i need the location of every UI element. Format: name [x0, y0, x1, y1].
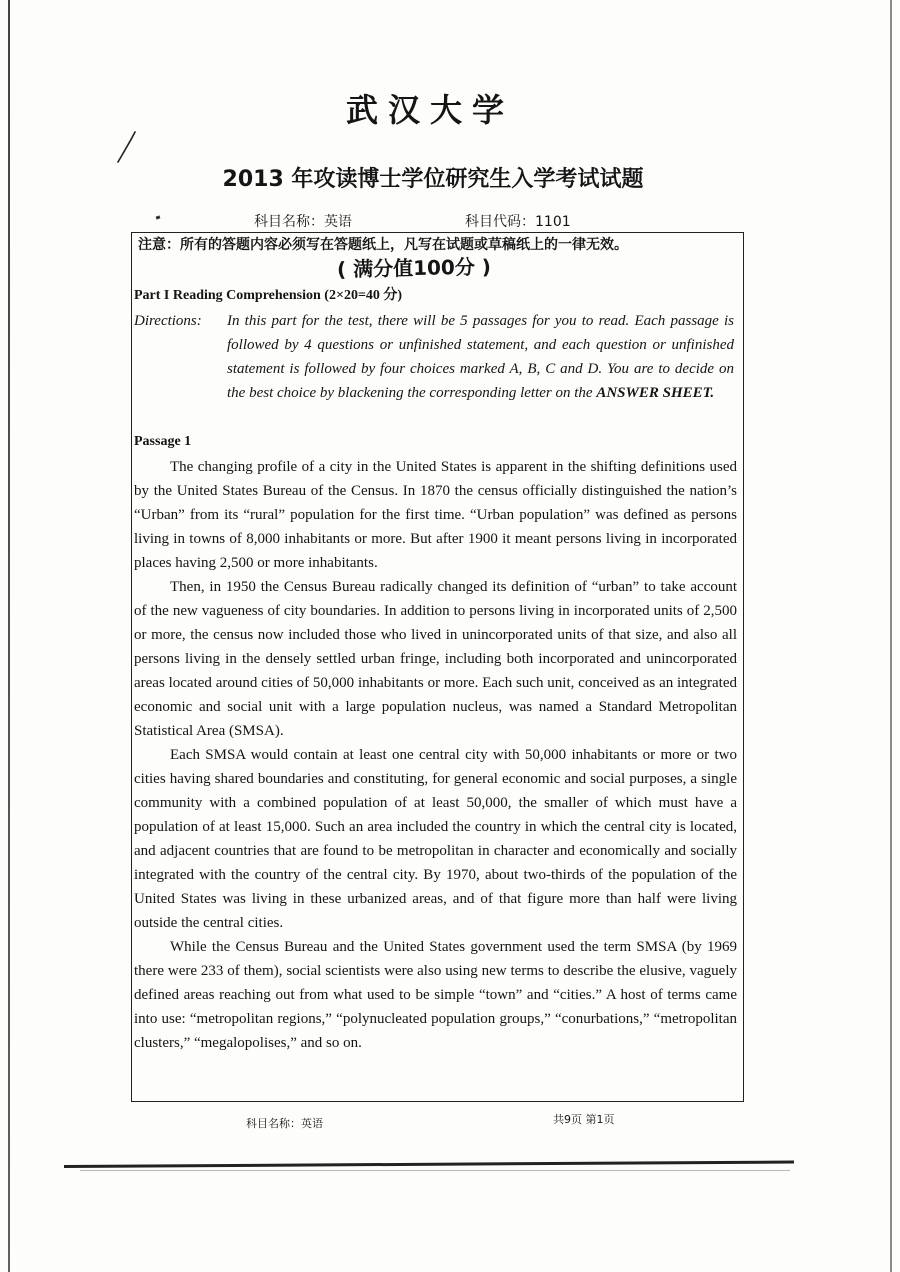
university-title: 武汉大学: [345, 91, 514, 129]
passage-paragraph-3: Each SMSA would contain at least one central city with 50,000 inhabitants or more or two cities having shared boundaries and constituting, for general economic and social purposes, a single community with a combined population of at least 50,000, the smaller of which must have a population of at least 15,000. Such an area included the country in which the central city is located, and adjacent countries that are found to be metropolitan in character and economically and socially integrated with the country of the central city. By 1970, about two-thirds of the population of the United States was living in these urbanized areas, and of that figure more than half were living outside the central cities.: [134, 747, 737, 931]
exam-content-box: [131, 232, 744, 1102]
scan-dot-mark: [156, 215, 161, 219]
subject-code: 科目代码：1101: [465, 214, 571, 230]
directions-label: Directions:: [134, 313, 202, 329]
footer-subject-name: 科目名称：英语: [246, 1117, 323, 1130]
handwritten-slash-mark: [115, 130, 139, 164]
passage-paragraph-4: While the Census Bureau and the United States government used the term SMSA (by 1969 there were 233 of them), social scientists were also using new terms to describe the elusive, vaguely defined areas reaching out from what used to be simple “town” and “cities.” A host of terms came into use: “metropolitan regions,” “polynucleated population groups,” “conurbations,” “metropolitan clusters,” “megalopolises,” and so on.: [134, 939, 737, 1051]
directions-body: [227, 309, 734, 405]
passage-title: Passage 1: [134, 434, 192, 449]
passage-1: [134, 455, 737, 1055]
part-title: Part I Reading Comprehension (2×20=40 分): [134, 288, 403, 303]
answer-sheet-text: ANSWER SHEET.: [596, 385, 715, 401]
answer-notice: 注意：所有的答题内容必须写在答题纸上，凡写在试题或草稿纸上的一律无效。: [138, 237, 628, 253]
directions-block: [134, 309, 734, 405]
passage-paragraph-1: The changing profile of a city in the United States is apparent in the shifting definitions used by the United States Bureau of the Census. In 1870 the census officially distinguished the nation’s “Urban” from its “rural” population for the first time. “Urban population” was defined as persons living in towns of 8,000 inhabitants or more. But after 1900 it meant persons living in incorporated places having 2,500 or more inhabitants.: [134, 459, 737, 571]
bottom-divider-line: [64, 1161, 794, 1168]
passage-paragraph-2: Then, in 1950 the Census Bureau radically changed its definition of “urban” to take account of the new vagueness of city boundaries. In addition to persons living in incorporated units of 2,500 or more, the census now included those who lived in unincorporated units of that size, and also all persons living in the densely settled urban fringe, including both incorporated and unincorporated areas located around cities of 50,000 inhabitants or more. Each such unit, conceived as an integrated economic and social unit with a large population nucleus, was named a Standard Metropolitan Statistical Area (SMSA).: [134, 579, 737, 739]
exam-title: 2013 年攻读博士学位研究生入学考试试题: [222, 167, 644, 192]
subject-name: 科目名称：英语: [254, 214, 352, 230]
right-scan-border: [890, 0, 892, 1272]
directions-text: In this part for the test, there will be 5 passages for you to read. Each passage is followed by 4 questions or unfinished statement, and each question or unfinished statement is followed by four choices marked A, B, C and D. You are to decide on the best choice by blackening the corresponding letter on the: [227, 313, 734, 401]
footer-page-count: 共9页 第1页: [553, 1113, 615, 1126]
bottom-divider-shadow: [80, 1170, 790, 1171]
handwritten-score-note: ( 满分值100分 ): [336, 254, 492, 282]
